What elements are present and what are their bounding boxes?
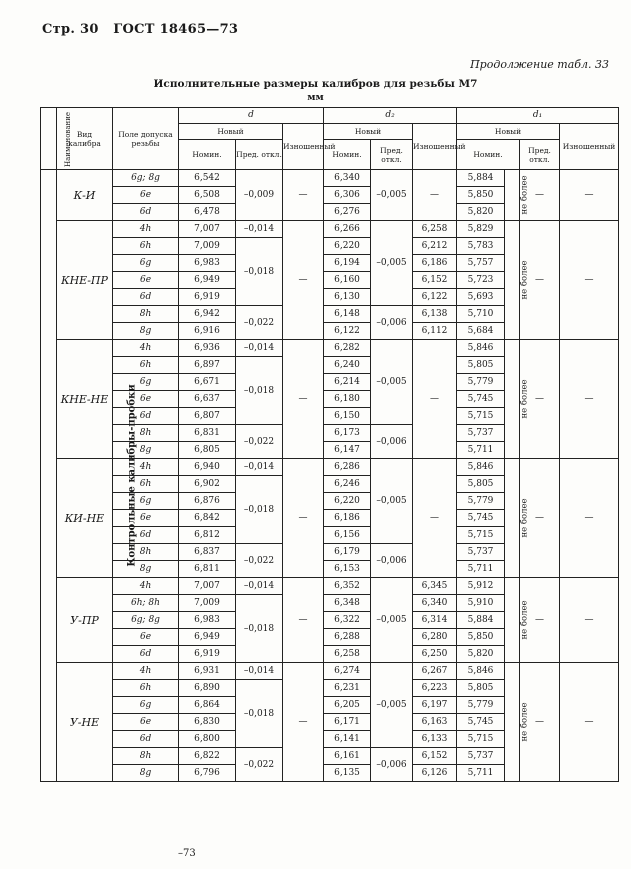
d1-nominal: 5,757: [457, 255, 505, 272]
tolerance-field: 4h: [113, 221, 179, 238]
tolerance-field: 6d: [113, 646, 179, 663]
d2-nominal: 6,141: [324, 731, 371, 748]
d2-nominal: 6,153: [324, 561, 371, 578]
tolerance-field: 6d: [113, 204, 179, 221]
d2-nominal: 6,186: [324, 510, 371, 527]
header-d1-worn: Изношенный: [560, 124, 619, 170]
d2-nominal: 6,194: [324, 255, 371, 272]
ne-bolee-note: не более: [519, 702, 530, 742]
d-nominal: 6,671: [179, 374, 236, 391]
tolerance-field: 6e: [113, 272, 179, 289]
d2-worn: 6,152: [413, 272, 457, 289]
page-number: Стр. 30: [42, 22, 99, 37]
ne-bolee-note: не более: [519, 175, 530, 215]
d-deviation: –0,022: [236, 544, 283, 578]
table-caption: [0, 78, 631, 104]
header-d1-nom: Номин.: [457, 140, 520, 170]
d-nominal: 6,842: [179, 510, 236, 527]
d1-note-cell: [505, 170, 530, 221]
d-nominal: 6,637: [179, 391, 236, 408]
d2-nominal: 6,276: [324, 204, 371, 221]
d2-worn: 6,267: [413, 663, 457, 680]
tolerance-field: 6d: [113, 289, 179, 306]
header-d-pred: Пред. откл.: [236, 140, 283, 170]
tolerance-field: 8g: [113, 323, 179, 340]
d-nominal: 6,916: [179, 323, 236, 340]
d-deviation: –0,018: [236, 238, 283, 306]
d-deviation: –0,022: [236, 425, 283, 459]
d-deviation: –0,014: [236, 578, 283, 595]
d-deviation: –0,014: [236, 340, 283, 357]
d1-nominal: 5,745: [457, 714, 505, 731]
d2-worn: 6,152: [413, 748, 457, 765]
d2-deviation: –0,005: [371, 340, 413, 425]
tolerance-field: 4h: [113, 663, 179, 680]
ne-bolee-note: не более: [519, 379, 530, 419]
d2-worn: 6,186: [413, 255, 457, 272]
d-nominal: 6,949: [179, 629, 236, 646]
d1-nominal: 5,779: [457, 697, 505, 714]
d-nominal: 6,919: [179, 289, 236, 306]
d-nominal: 6,508: [179, 187, 236, 204]
d-nominal: 6,864: [179, 697, 236, 714]
d-nominal: 6,800: [179, 731, 236, 748]
d2-nominal: 6,220: [324, 493, 371, 510]
d2-nominal: 6,274: [324, 663, 371, 680]
d1-nominal: 5,820: [457, 204, 505, 221]
d1-nominal: 5,829: [457, 221, 505, 238]
tolerance-field: 6g: [113, 255, 179, 272]
d1-nominal: 5,805: [457, 476, 505, 493]
d2-worn: 6,163: [413, 714, 457, 731]
d-worn: —: [283, 663, 324, 782]
d1-nominal: 5,805: [457, 680, 505, 697]
d1-deviation: —: [520, 663, 560, 782]
d-deviation: –0,009: [236, 170, 283, 221]
d-nominal: 6,830: [179, 714, 236, 731]
d1-nominal: 5,884: [457, 170, 505, 187]
gauge-type: КНЕ-НЕ: [57, 340, 113, 459]
tolerance-field: 6g: [113, 697, 179, 714]
d1-note-cell: [505, 340, 530, 459]
tolerance-field: 6d: [113, 731, 179, 748]
d2-nominal: 6,258: [324, 646, 371, 663]
tolerance-field: 8h: [113, 544, 179, 561]
d1-nominal: 5,779: [457, 374, 505, 391]
d2-nominal: 6,348: [324, 595, 371, 612]
d2-worn: —: [413, 340, 457, 459]
d-nominal: 6,837: [179, 544, 236, 561]
header-d2-nom: Номин.: [324, 140, 371, 170]
d1-worn: —: [560, 663, 619, 782]
gauge-dimensions-table: [40, 107, 619, 782]
tolerance-field: 6h: [113, 476, 179, 493]
table-continuation: Продолжение табл. 33: [470, 58, 609, 71]
d2-nominal: 6,148: [324, 306, 371, 323]
d2-worn: —: [413, 459, 457, 578]
tolerance-field: 8h: [113, 748, 179, 765]
standard-code: ГОСТ 18465—73: [113, 22, 239, 37]
header-d2-worn: Изношенный: [413, 124, 457, 170]
d-nominal: 6,822: [179, 748, 236, 765]
header-d-new: Новый: [179, 124, 283, 140]
d1-nominal: 5,711: [457, 442, 505, 459]
d1-nominal: 5,850: [457, 629, 505, 646]
d1-nominal: 5,850: [457, 187, 505, 204]
ne-bolee-note: не более: [519, 498, 530, 538]
tolerance-field: 6e: [113, 510, 179, 527]
d1-deviation: —: [520, 170, 560, 221]
header-pole-dopuska: Поле допуска резьбы: [113, 108, 179, 170]
d1-worn: —: [560, 459, 619, 578]
d1-nominal: 5,710: [457, 306, 505, 323]
d2-worn: 6,258: [413, 221, 457, 238]
tolerance-field: 4h: [113, 459, 179, 476]
d-deviation: –0,014: [236, 221, 283, 238]
d1-worn: —: [560, 578, 619, 663]
d-nominal: 6,897: [179, 357, 236, 374]
header-d1: d₁: [457, 108, 619, 124]
d-nominal: 7,007: [179, 221, 236, 238]
tolerance-field: 6h: [113, 357, 179, 374]
d2-nominal: 6,130: [324, 289, 371, 306]
d1-nominal: 5,846: [457, 340, 505, 357]
gauge-type: К-И: [57, 170, 113, 221]
table-row: [41, 340, 619, 357]
d2-nominal: 6,220: [324, 238, 371, 255]
ne-bolee-note: не более: [519, 260, 530, 300]
d-nominal: 6,811: [179, 561, 236, 578]
d2-worn: 6,212: [413, 238, 457, 255]
d2-nominal: 6,340: [324, 170, 371, 187]
d1-nominal: 5,684: [457, 323, 505, 340]
d2-worn: 6,122: [413, 289, 457, 306]
d1-deviation: —: [520, 340, 560, 459]
table-row: [41, 170, 619, 187]
tolerance-field: 6h: [113, 238, 179, 255]
d1-nominal: 5,745: [457, 391, 505, 408]
d1-nominal: 5,715: [457, 731, 505, 748]
d2-deviation: –0,006: [371, 306, 413, 340]
d1-nominal: 5,805: [457, 357, 505, 374]
d-deviation: –0,022: [236, 748, 283, 782]
d1-nominal: 5,912: [457, 578, 505, 595]
d1-nominal: 5,693: [457, 289, 505, 306]
tolerance-field: 6g; 8g: [113, 170, 179, 187]
header-d-nom: Номин.: [179, 140, 236, 170]
d-deviation: –0,018: [236, 595, 283, 663]
d2-deviation: –0,005: [371, 578, 413, 663]
d1-nominal: 5,737: [457, 425, 505, 442]
tolerance-field: 6g; 8g: [113, 612, 179, 629]
side-label: Контрольные калибры-пробки: [126, 384, 138, 567]
d-nominal: 6,983: [179, 255, 236, 272]
d2-nominal: 6,173: [324, 425, 371, 442]
d1-nominal: 5,715: [457, 527, 505, 544]
d2-nominal: 6,147: [324, 442, 371, 459]
tolerance-field: 8g: [113, 561, 179, 578]
d2-deviation: –0,005: [371, 221, 413, 306]
d2-nominal: 6,246: [324, 476, 371, 493]
d-nominal: 6,942: [179, 306, 236, 323]
table-row: [41, 663, 619, 680]
d-nominal: 6,542: [179, 170, 236, 187]
table-row: [41, 578, 619, 595]
d2-nominal: 6,306: [324, 187, 371, 204]
d1-nominal: 5,783: [457, 238, 505, 255]
d-worn: —: [283, 578, 324, 663]
d2-deviation: –0,006: [371, 425, 413, 459]
d1-deviation: —: [520, 459, 560, 578]
d2-worn: 6,280: [413, 629, 457, 646]
d1-note-cell: [505, 459, 530, 578]
d2-nominal: 6,288: [324, 629, 371, 646]
tolerance-field: 4h: [113, 340, 179, 357]
d1-deviation: —: [520, 578, 560, 663]
d2-nominal: 6,161: [324, 748, 371, 765]
gauge-type: У-НЕ: [57, 663, 113, 782]
d-nominal: 6,876: [179, 493, 236, 510]
d1-nominal: 5,820: [457, 646, 505, 663]
header-vid-kalibra: Вид калибра: [57, 108, 113, 170]
tolerance-field: 8h: [113, 306, 179, 323]
d1-worn: —: [560, 170, 619, 221]
d1-nominal: 5,737: [457, 748, 505, 765]
d2-deviation: –0,005: [371, 170, 413, 221]
d-worn: —: [283, 170, 324, 221]
d1-nominal: 5,846: [457, 459, 505, 476]
d2-nominal: 6,171: [324, 714, 371, 731]
d2-nominal: 6,150: [324, 408, 371, 425]
page-header: [42, 22, 238, 37]
d-deviation: –0,014: [236, 459, 283, 476]
tolerance-field: 6e: [113, 187, 179, 204]
footer-mark: –73: [178, 848, 196, 859]
d2-worn: 6,112: [413, 323, 457, 340]
tolerance-field: 6g: [113, 374, 179, 391]
d-deviation: –0,018: [236, 476, 283, 544]
tolerance-field: 4h: [113, 578, 179, 595]
d1-nominal: 5,745: [457, 510, 505, 527]
header-d2: d₂: [324, 108, 457, 124]
d2-worn: 6,340: [413, 595, 457, 612]
d-nominal: 6,949: [179, 272, 236, 289]
d1-nominal: 5,737: [457, 544, 505, 561]
d1-nominal: 5,723: [457, 272, 505, 289]
tolerance-field: 8g: [113, 442, 179, 459]
table-body: [41, 170, 619, 782]
d1-note-cell: [505, 221, 530, 340]
d1-nominal: 5,711: [457, 561, 505, 578]
gauge-type: КНЕ-ПР: [57, 221, 113, 340]
tolerance-field: 8h: [113, 425, 179, 442]
d-nominal: 7,009: [179, 238, 236, 255]
d-nominal: 6,919: [179, 646, 236, 663]
d2-worn: 6,345: [413, 578, 457, 595]
d1-worn: —: [560, 340, 619, 459]
d2-nominal: 6,352: [324, 578, 371, 595]
d-nominal: 6,940: [179, 459, 236, 476]
d-deviation: –0,022: [236, 306, 283, 340]
header-d2-new: Новый: [324, 124, 413, 140]
d-deviation: –0,014: [236, 663, 283, 680]
tolerance-field: 6g: [113, 493, 179, 510]
d-nominal: 6,983: [179, 612, 236, 629]
d1-note-cell: [505, 663, 530, 782]
d2-worn: 6,250: [413, 646, 457, 663]
tolerance-field: 6h: [113, 680, 179, 697]
d-nominal: 6,931: [179, 663, 236, 680]
d2-worn: 6,126: [413, 765, 457, 782]
d1-worn: —: [560, 221, 619, 340]
ne-bolee-note: не более: [519, 600, 530, 640]
header-naimenovanie: Наименование: [41, 108, 57, 170]
d-worn: —: [283, 221, 324, 340]
d2-nominal: 6,282: [324, 340, 371, 357]
d1-nominal: 5,846: [457, 663, 505, 680]
d2-nominal: 6,180: [324, 391, 371, 408]
d2-worn: 6,314: [413, 612, 457, 629]
d-nominal: 7,009: [179, 595, 236, 612]
d1-note-cell: [505, 578, 530, 663]
d2-nominal: 6,135: [324, 765, 371, 782]
d2-nominal: 6,240: [324, 357, 371, 374]
d2-nominal: 6,286: [324, 459, 371, 476]
d-nominal: 6,807: [179, 408, 236, 425]
d1-nominal: 5,715: [457, 408, 505, 425]
tolerance-field: 6d: [113, 527, 179, 544]
d2-nominal: 6,214: [324, 374, 371, 391]
table-title: Исполнительные размеры калибров для резьбы М7: [153, 78, 478, 90]
header-d1-pred: Пред. откл.: [520, 140, 560, 170]
d2-worn: 6,223: [413, 680, 457, 697]
d2-worn: 6,133: [413, 731, 457, 748]
d1-nominal: 5,779: [457, 493, 505, 510]
d2-nominal: 6,266: [324, 221, 371, 238]
table-unit: мм: [307, 92, 324, 103]
d2-worn: 6,197: [413, 697, 457, 714]
header-d2-pred: Пред. откл.: [371, 140, 413, 170]
d2-nominal: 6,160: [324, 272, 371, 289]
tolerance-field: 8g: [113, 765, 179, 782]
gauge-type: У-ПР: [57, 578, 113, 663]
d2-nominal: 6,322: [324, 612, 371, 629]
d2-nominal: 6,156: [324, 527, 371, 544]
d-nominal: 7,007: [179, 578, 236, 595]
header-d-worn: Изношенный: [283, 124, 324, 170]
d-worn: —: [283, 459, 324, 578]
d2-nominal: 6,231: [324, 680, 371, 697]
table-row: [41, 221, 619, 238]
gauge-type: КИ-НЕ: [57, 459, 113, 578]
d2-deviation: –0,006: [371, 748, 413, 782]
d-deviation: –0,018: [236, 680, 283, 748]
tolerance-field: 6e: [113, 391, 179, 408]
d-nominal: 6,936: [179, 340, 236, 357]
d1-nominal: 5,711: [457, 765, 505, 782]
header-d: d: [179, 108, 324, 124]
d-nominal: 6,796: [179, 765, 236, 782]
d2-nominal: 6,205: [324, 697, 371, 714]
d-nominal: 6,805: [179, 442, 236, 459]
tolerance-field: 6e: [113, 714, 179, 731]
tolerance-field: 6h; 8h: [113, 595, 179, 612]
header-d1-new: Новый: [457, 124, 560, 140]
d1-nominal: 5,910: [457, 595, 505, 612]
d-nominal: 6,812: [179, 527, 236, 544]
d-nominal: 6,902: [179, 476, 236, 493]
d2-worn: —: [413, 170, 457, 221]
d2-nominal: 6,179: [324, 544, 371, 561]
d-deviation: –0,018: [236, 357, 283, 425]
d1-nominal: 5,884: [457, 612, 505, 629]
d2-deviation: –0,005: [371, 663, 413, 748]
tolerance-field: 6e: [113, 629, 179, 646]
d2-deviation: –0,006: [371, 544, 413, 578]
d-nominal: 6,478: [179, 204, 236, 221]
d-worn: —: [283, 340, 324, 459]
d2-deviation: –0,005: [371, 459, 413, 544]
d1-deviation: —: [520, 221, 560, 340]
d-nominal: 6,890: [179, 680, 236, 697]
d-nominal: 6,831: [179, 425, 236, 442]
d2-nominal: 6,122: [324, 323, 371, 340]
d2-worn: 6,138: [413, 306, 457, 323]
tolerance-field: 6d: [113, 408, 179, 425]
